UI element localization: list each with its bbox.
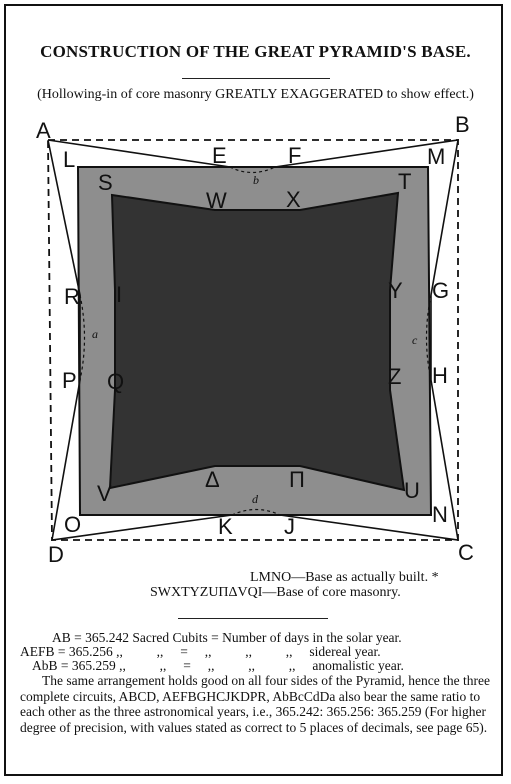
label-Q: Q [107,369,125,394]
label-Z: Z [388,364,402,389]
label-a: a [92,327,98,341]
label-A: A [36,118,51,143]
equation-rhs: ,, ,, = ,, ,, ,, anomalistic year. [119,658,404,673]
legend-built-base: LMNO—Base as actually built. * [250,570,439,585]
label-U: U [404,478,420,503]
label-N: N [432,502,448,527]
explanation-paragraph: The same arrangement holds good on all four sides of the Pyramid, hence the three complete circuits, ABCD, AEFBGHCJKDPR, AbBcCdDa also bear the same ratio to each other as the three astronomical years, i.e., 365.242: 365.256: 365.259 (For higher degree of precision, with values stated as correct to 5 places of decimals, see page 65). [20,673,490,735]
label-d: d [252,492,258,506]
equation-lhs: AbB = 365.259 [32,658,116,673]
label-P: P [62,368,77,393]
equation-row-anomalistic [32,658,404,674]
label-O: O [64,512,82,537]
page-title: CONSTRUCTION OF THE GREAT PYRAMID'S BASE. [40,42,471,61]
equation-rhs: Sacred Cubits = Number of days in the solar year. [132,630,402,645]
label-F: F [288,143,302,168]
equation-lhs: AEFB = 365.256 [20,644,113,659]
label-C: C [458,540,474,565]
label-W: W [206,188,227,213]
label-c: c [412,333,418,347]
label-delta: Δ [205,467,220,492]
legend-core-masonry: SWXTYZUΠΔVQI—Base of core masonry. [150,585,401,600]
label-R: R [64,284,80,309]
label-I: I [116,282,123,307]
label-S: S [98,170,113,195]
label-X: X [286,187,301,212]
core-masonry-shape [110,193,404,490]
equation-rhs: ,, ,, = ,, ,, ,, sidereal year. [116,644,381,659]
label-M: M [427,144,446,169]
label-J: J [284,514,295,539]
label-B: B [455,112,470,137]
label-H: H [432,363,448,388]
label-V: V [97,481,112,506]
subtitle: (Hollowing-in of core masonry GREATLY EXAGGERATED to show effect.) [37,87,474,102]
label-Y: Y [388,278,403,303]
label-K: K [218,514,233,539]
label-G: G [432,278,450,303]
label-b: b [253,173,259,187]
label-L: L [63,147,76,172]
label-pi: Π [289,467,305,492]
legend-rule [178,618,328,619]
equation-lhs: AB = 365.242 [52,630,129,645]
label-E: E [212,143,227,168]
label-T: T [398,169,412,194]
label-D: D [48,542,64,567]
